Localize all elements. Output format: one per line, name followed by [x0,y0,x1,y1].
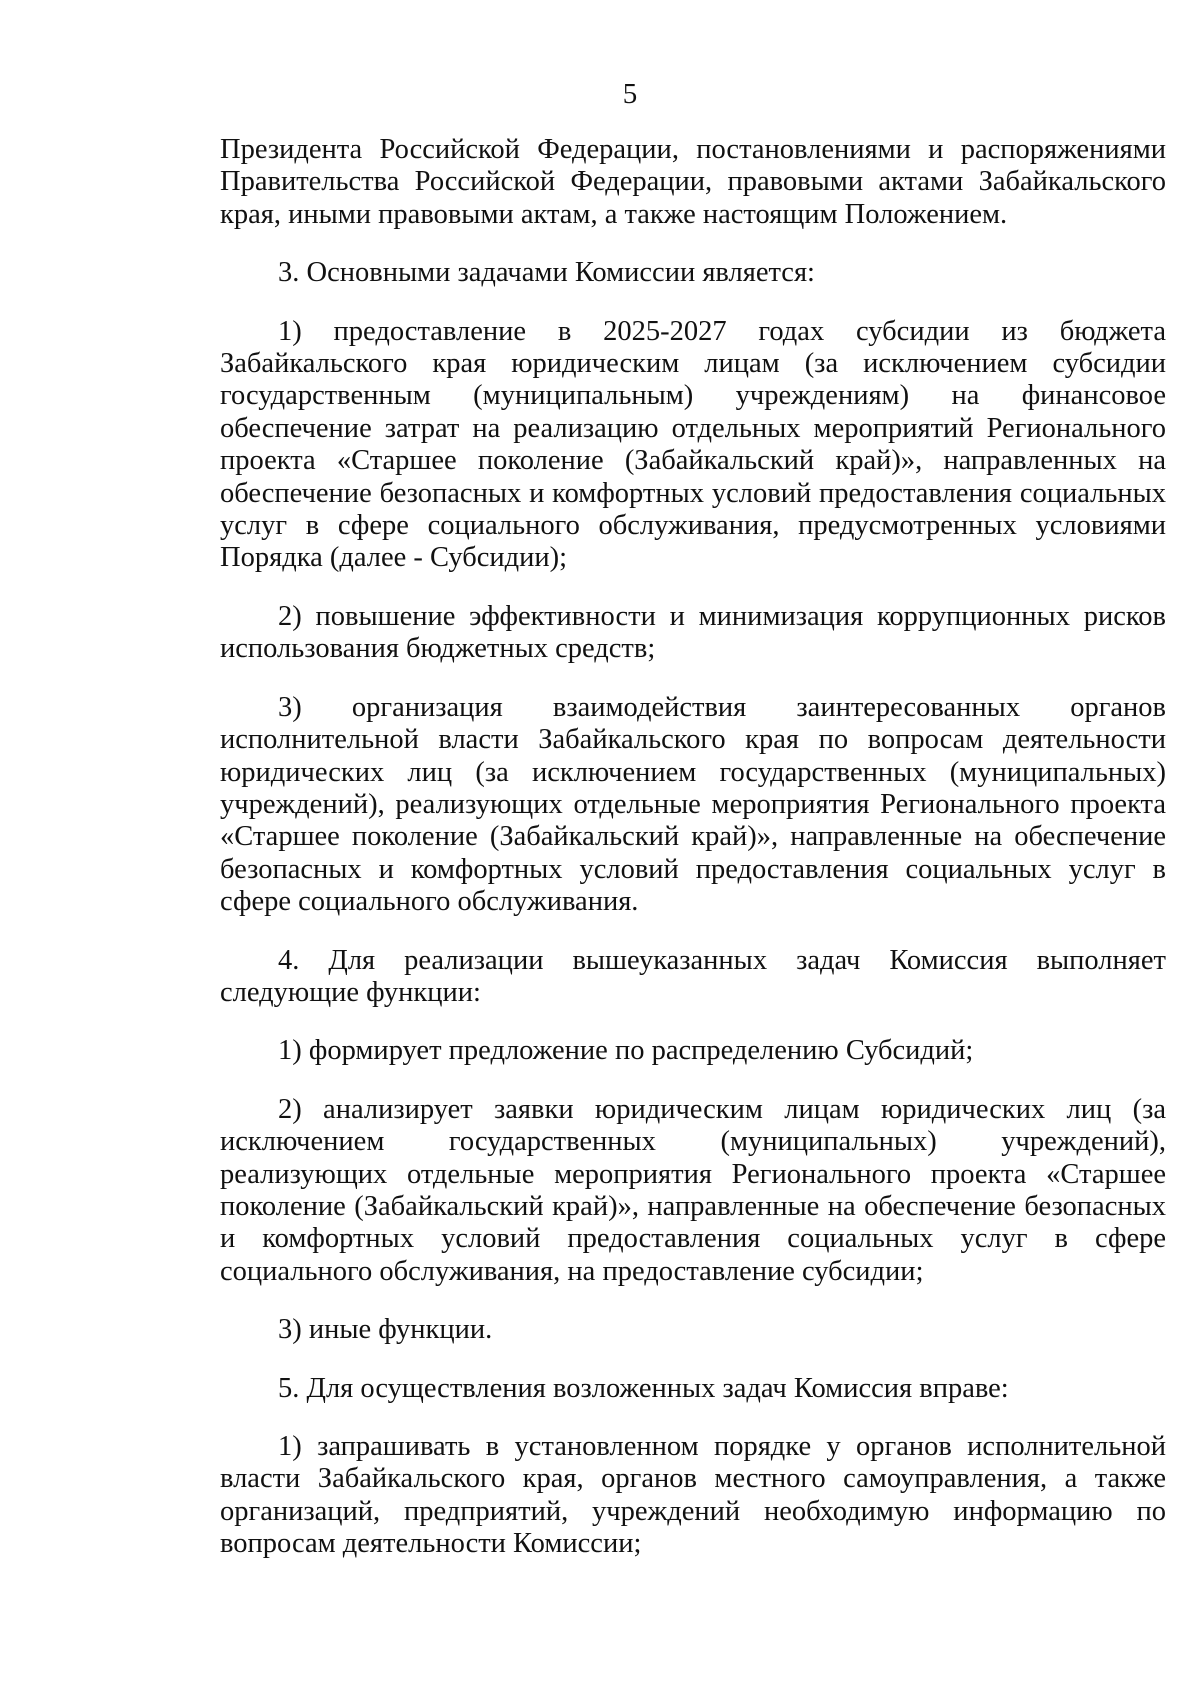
paragraph-section-3-item-3: 3) организация взаимодействия заинтересованных органов исполнительной власти Забайкальского края по вопросам деятельности юридических лиц (за исключением государственных (муниципальных) учреждений), реализующих отдельные мероприятия Регионального проекта «Старшее поколение (Забайкальский край)», направленные на обеспечение безопасных и комфортных условий предоставления социальных услуг в сфере социального обслуживания. [220,691,1166,918]
document-body [220,134,1166,1587]
paragraph-section-4-item-2: 2) анализирует заявки юридическим лицам юридических лиц (за исключением государственных (муниципальных) учреждений), реализующих отдельные мероприятия Регионального проекта «Старшее поколение (Забайкальский край)», направленные на обеспечение безопасных и комфортных условий предоставления социальных услуг в сфере социального обслуживания, на предоставление субсидии; [220,1093,1166,1287]
paragraph-section-3-item-1: 1) предоставление в 2025-2027 годах субсидии из бюджета Забайкальского края юридическим лицам (за исключением субсидии государственным (муниципальным) учреждениям) на финансовое обеспечение затрат на реализацию отдельных мероприятий Регионального проекта «Старшее поколение (Забайкальский край)», направленных на обеспечение безопасных и комфортных условий предоставления социальных услуг в сфере социального обслуживания, предусмотренных условиями Порядка (далее - Субсидии); [220,315,1166,574]
paragraph-section-3-heading: 3. Основными задачами Комиссии является: [278,257,815,289]
paragraph-continuation: Президента Российской Федерации, постановлениями и распоряжениями Правительства Российской Федерации, правовыми актами Забайкальского края, иными правовыми актам, а также настоящим Положением. [220,134,1166,230]
paragraph-section-4-item-3: 3) иные функции. [278,1314,493,1346]
paragraph-section-5-heading: 5. Для осуществления возложенных задач Комиссия вправе: [278,1372,1009,1404]
page-number: 5 [622,78,638,110]
paragraph-section-3-item-2: 2) повышение эффективности и минимизация коррупционных рисков использования бюджетных средств; [220,600,1166,665]
paragraph-section-4-heading: 4. Для реализации вышеуказанных задач Комиссия выполняет следующие функции: [220,944,1166,1008]
paragraph-section-5-item-1: 1) запрашивать в установленном порядке у органов исполнительной власти Забайкальского края, органов местного самоуправления, а также организаций, предприятий, учреждений необходимую информацию по вопросам деятельности Комиссии; [220,1431,1166,1560]
paragraph-section-4-item-1: 1) формирует предложение по распределению Субсидий; [278,1035,974,1067]
